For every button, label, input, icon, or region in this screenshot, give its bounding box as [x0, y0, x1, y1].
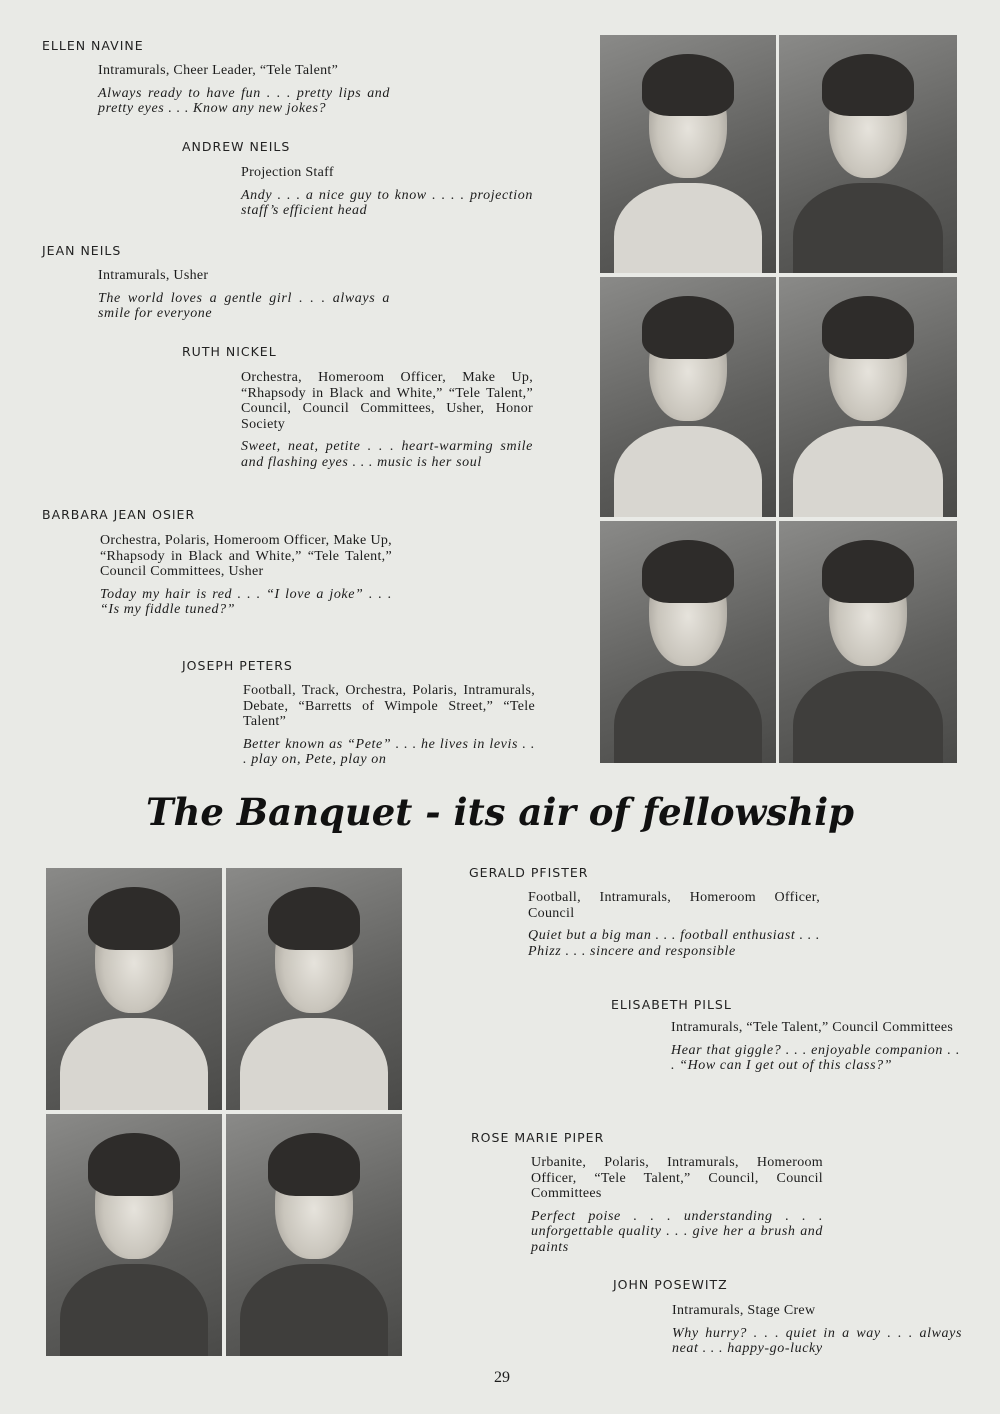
portrait-photo [779, 521, 957, 763]
student-name: BARBARA JEAN OSIER [42, 507, 196, 522]
portrait-photo [600, 35, 776, 273]
portrait-photo [600, 277, 776, 517]
activities: Intramurals, “Tele Talent,” Council Committees [671, 1020, 954, 1035]
page-number: 29 [494, 1369, 510, 1386]
page-title: The Banquet - its air of fellowship [145, 790, 855, 834]
portrait-photo [46, 868, 222, 1110]
activities: Projection Staff [241, 165, 334, 180]
student-entry [243, 683, 535, 768]
student-entry [98, 268, 390, 322]
activities: Orchestra, Polaris, Homeroom Officer, Make Up, “Rhapsody in Black and White,” “Tele Talent,” Council Committees, Usher [100, 533, 392, 579]
quote: Today my hair is red . . . “I love a joke” . . . “Is my fiddle tuned?” [100, 586, 392, 617]
quote: Better known as “Pete” . . . he lives in levis . . . play on, Pete, play on [243, 736, 535, 767]
quote: Perfect poise . . . understanding . . . unforgettable quality . . . give her a brush and paints [531, 1208, 823, 1255]
activities: Intramurals, Usher [98, 268, 209, 283]
student-name: JOHN POSEWITZ [613, 1277, 728, 1292]
portrait-photo [226, 1114, 402, 1356]
quote: Hear that giggle? . . . enjoyable companion . . . “How can I get out of this class?” [671, 1042, 960, 1073]
student-entry [531, 1155, 823, 1255]
portrait-photo [46, 1114, 222, 1356]
activities: Urbanite, Polaris, Intramurals, Homeroom Officer, “Tele Talent,” Council, Council Committees [531, 1155, 823, 1201]
quote: Why hurry? . . . quiet in a way . . . always neat . . . happy-go-lucky [672, 1325, 962, 1356]
activities: Intramurals, Stage Crew [672, 1303, 816, 1318]
student-name: ANDREW NEILS [182, 139, 291, 154]
student-name: RUTH NICKEL [182, 344, 277, 359]
student-name: JEAN NEILS [42, 243, 122, 258]
quote: Andy . . . a nice guy to know . . . . projection staff’s efficient head [241, 187, 533, 218]
activities: Football, Intramurals, Homeroom Officer, Council [528, 890, 820, 921]
activities: Football, Track, Orchestra, Polaris, Intramurals, Debate, “Barretts of Wimpole Street,” “Tele Talent” [243, 683, 535, 729]
quote: Quiet but a big man . . . football enthusiast . . . Phizz . . . sincere and responsible [528, 928, 820, 959]
portrait-photo [226, 868, 402, 1110]
student-entry [98, 63, 390, 117]
student-entry [241, 165, 533, 219]
student-entry [100, 533, 392, 618]
student-entry [241, 370, 533, 470]
portrait-photo [600, 521, 776, 763]
student-entry [672, 1303, 962, 1357]
student-name: ELISABETH PILSL [611, 997, 732, 1012]
student-entry [671, 1020, 960, 1074]
student-name: ELLEN NAVINE [42, 38, 144, 53]
student-name: ROSE MARIE PIPER [471, 1130, 605, 1145]
portrait-photo [779, 277, 957, 517]
activities: Orchestra, Homeroom Officer, Make Up, “Rhapsody in Black and White,” “Tele Talent,” Council, Council Committees, Usher, Honor Society [241, 370, 533, 432]
quote: Always ready to have fun . . . pretty lips and pretty eyes . . . Know any new jokes? [98, 85, 390, 116]
student-name: GERALD PFISTER [469, 865, 589, 880]
portrait-photo [779, 35, 957, 273]
quote: Sweet, neat, petite . . . heart-warming smile and flashing eyes . . . music is her soul [241, 439, 533, 470]
student-name: JOSEPH PETERS [182, 658, 293, 673]
quote: The world loves a gentle girl . . . always a smile for everyone [98, 290, 390, 321]
activities: Intramurals, Cheer Leader, “Tele Talent” [98, 63, 339, 78]
student-entry [528, 890, 820, 959]
